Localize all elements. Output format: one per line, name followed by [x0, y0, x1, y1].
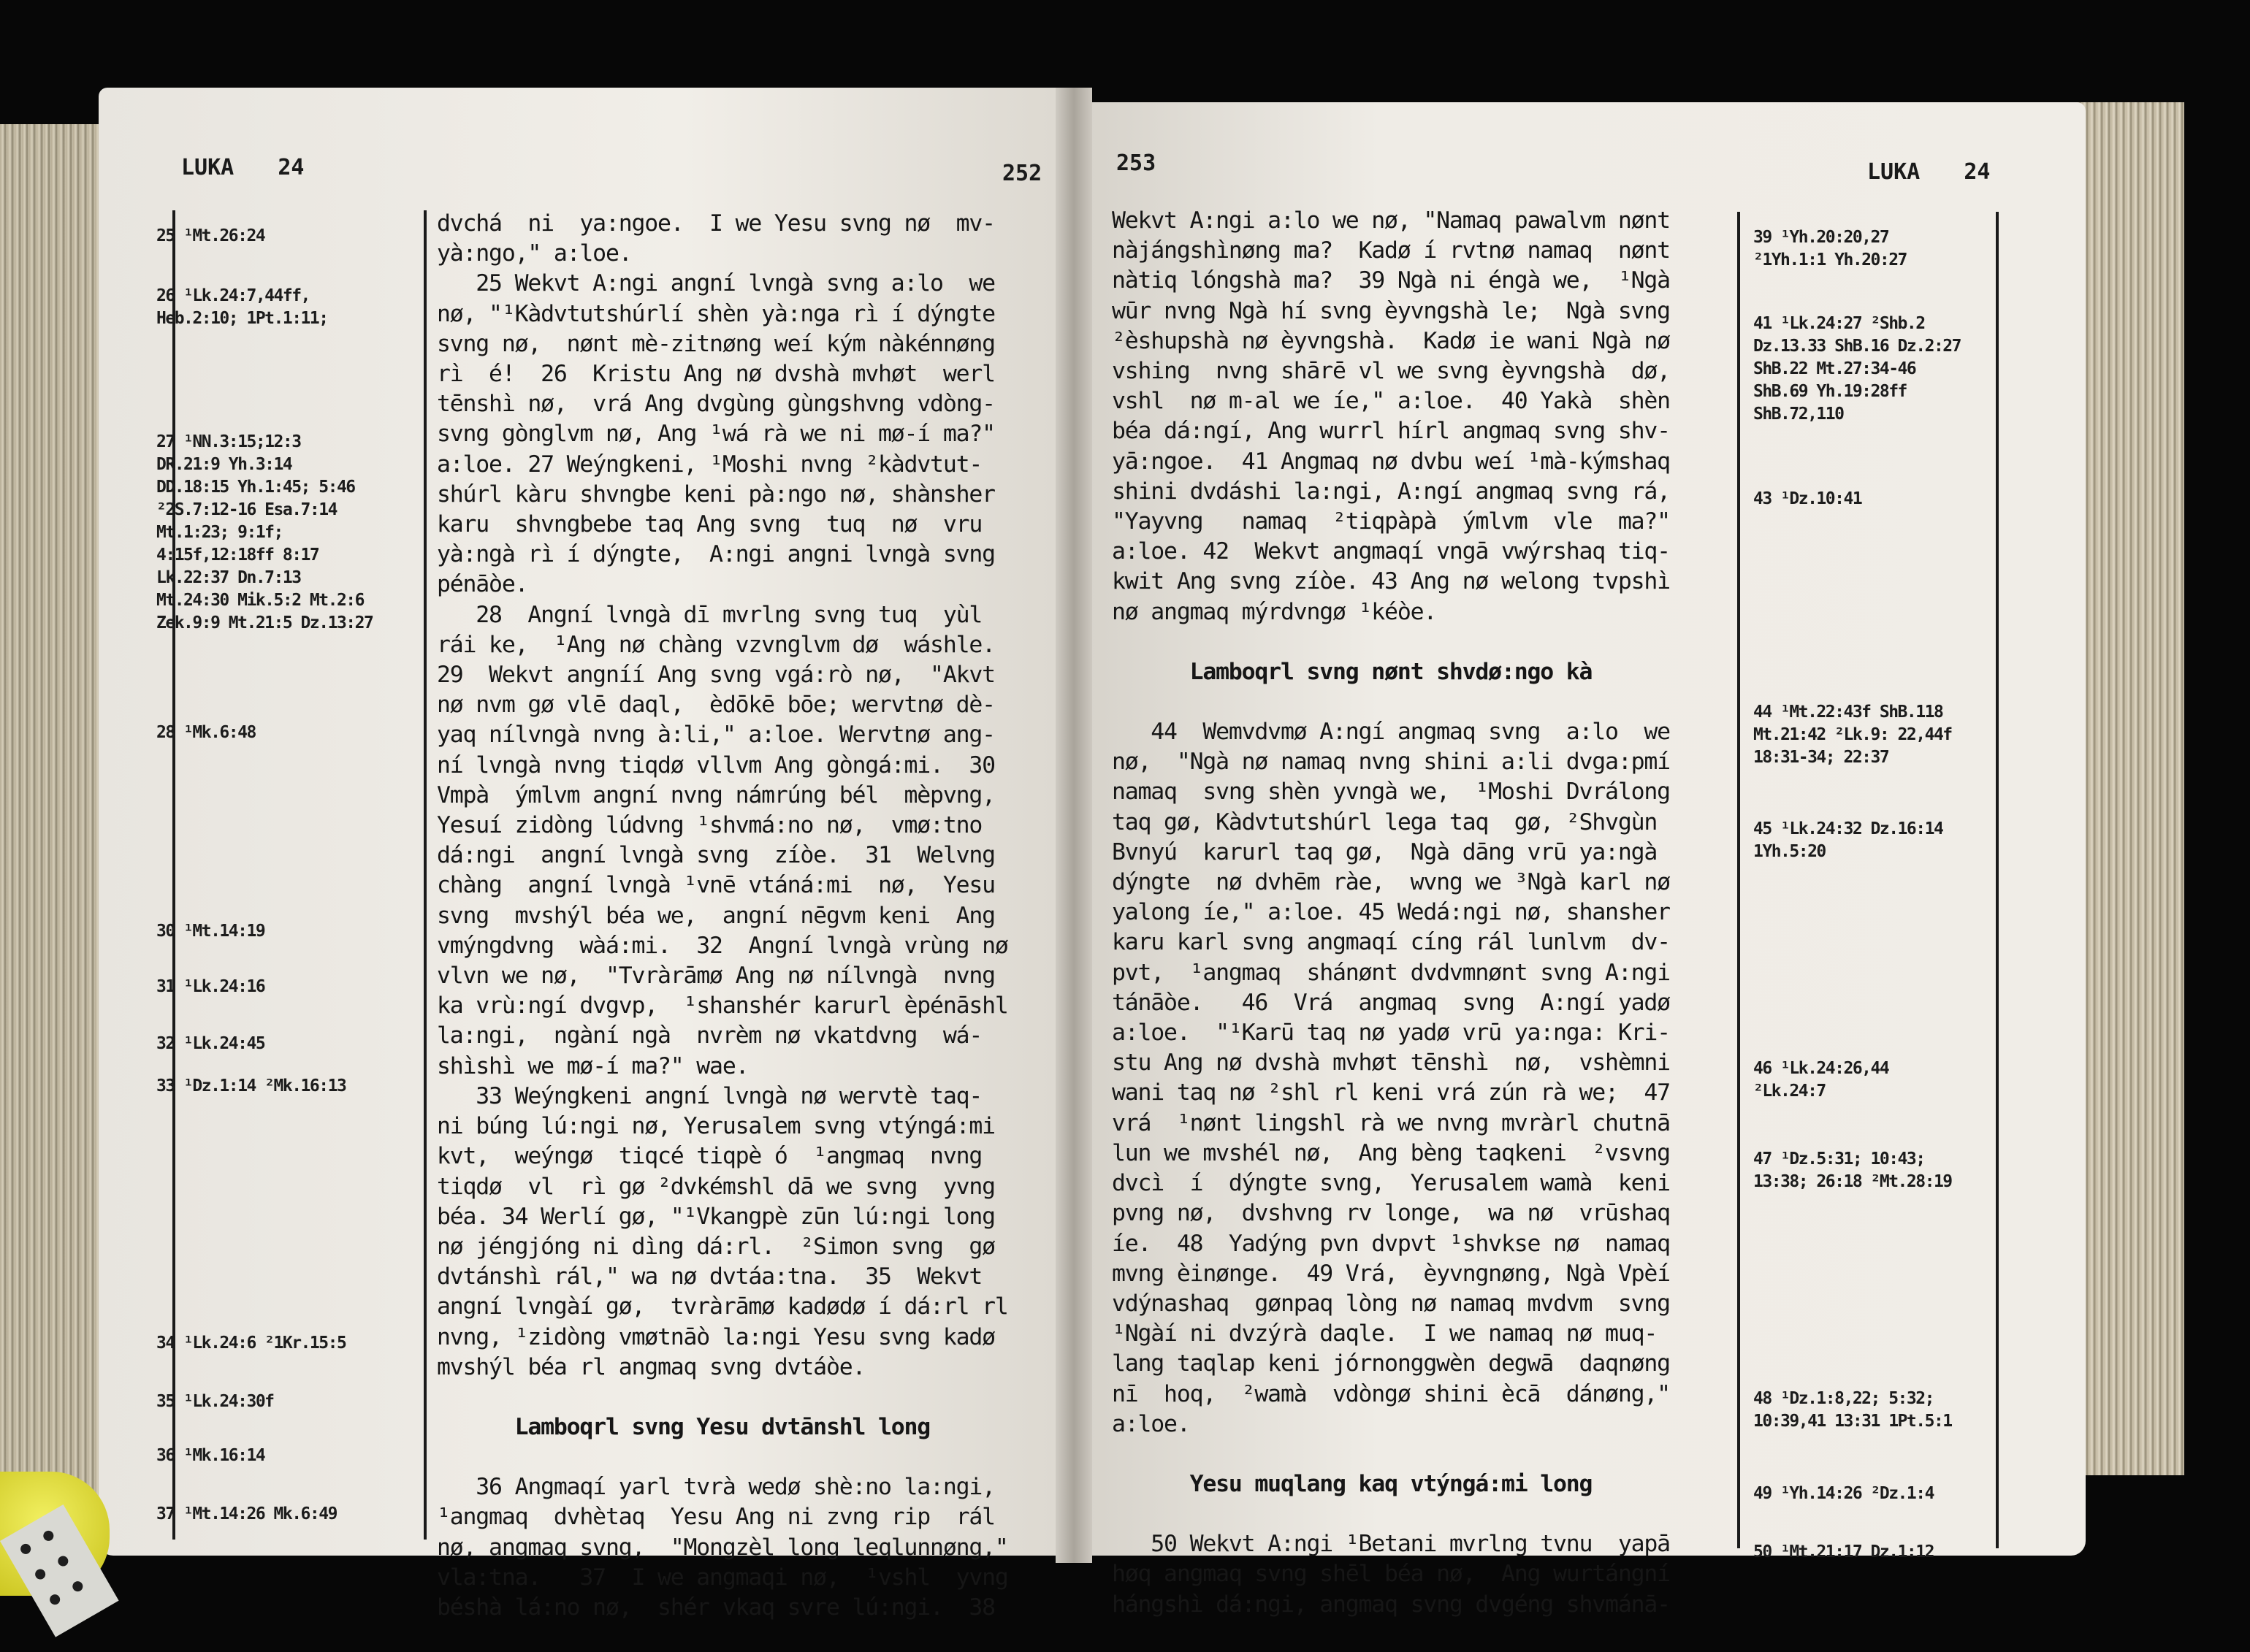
text-line: a:loe. 27 Weýngkeni, ¹Moshi nvng ²kàdvtut- — [437, 451, 983, 478]
text-line: nø nvm gø vlē daql, èdōkē bōe; wervtnø dè- — [437, 692, 995, 719]
text-line: 28 Angní lvngà dī mvrlng svng tuq yùl — [437, 601, 983, 628]
text-line: Vmpà ýmlvm angní nvng námrúng bél mèpvng, — [437, 781, 995, 808]
text-line: vshing nvng shārē vl we svng èyvngshà dø, — [1112, 358, 1670, 385]
text-line: yaq nílvngà nvng à:li," a:loe. Wervtnø ang- — [437, 722, 995, 749]
right-text-block-2 — [1112, 717, 1670, 1439]
cross-reference-note: 30 ¹Mt.14:19 — [156, 922, 265, 941]
text-line: 50 Wekvt A:ngi ¹Betani mvrlng tvnu yapā — [1112, 1531, 1670, 1558]
left-page-number: 252 — [1002, 161, 1042, 186]
text-line: karu shvngbebe taq Ang svng tuq nø vru — [437, 511, 983, 538]
text-line: ni búng lú:ngi nø, Yerusalem svng vtýngá:mi — [437, 1113, 995, 1140]
cross-reference-note: 33 ¹Dz.1:14 ²Mk.16:13 — [156, 1077, 346, 1095]
right-text-block-1 — [1112, 206, 1670, 627]
text-line: taq gø, Kàdvtutshúrl lega taq gø, ²Shvgùn — [1112, 808, 1658, 835]
cross-reference-note: 47 ¹Dz.5:31; 10:43; 13:38; 26:18 ²Mt.28:19 — [1753, 1150, 1952, 1191]
text-line: hángshì dá:ngi, angmaq svng dvgéng shvmánā- — [1112, 1591, 1670, 1618]
cross-reference-note: 49 ¹Yh.14:26 ²Dz.1:4 — [1753, 1484, 1934, 1503]
text-line: wani taq nø ²shl rl keni vrá zún rà we; 47 — [1112, 1079, 1670, 1106]
left-header-book: LUKA — [181, 155, 234, 180]
text-line: dá:ngi angní lvngà svng zíòe. 31 Welvng — [437, 842, 995, 869]
text-line: ¹Ngàí ni dvzýrà daqle. I we namaq nø muq- — [1112, 1320, 1658, 1347]
text-line: mvng èinønge. 49 Vrá, èyvngnøng, Ngà Vpèí — [1112, 1260, 1670, 1287]
cross-reference-note: 37 ¹Mt.14:26 Mk.6:49 — [156, 1504, 337, 1523]
right-cross-references — [1753, 226, 1994, 1561]
text-line: vmýngdvng wàá:mi. 32 Angní lvngà vrùng nø — [437, 932, 1008, 959]
left-header-chapter: 24 — [278, 155, 305, 180]
text-line: yà:ngà rì í dýngte, A:ngi angni lvngà svng — [437, 541, 995, 568]
text-line: nø angmaq mýrdvngø ¹kéòe. — [1112, 598, 1437, 625]
right-text-block-3 — [1112, 1529, 1670, 1620]
text-line: ní lvngà nvng tiqdø vllvm Ang gòngá:mi. 30 — [437, 752, 995, 779]
text-line: la:ngi, ngàní ngà nvrèm nø vkatdvng wá- — [437, 1022, 983, 1049]
text-line: Yesuí zidòng lúdvng ¹shvmá:no nø, vmø:tno — [437, 812, 983, 839]
text-line: wūr nvng Ngà hí svng èyvngshà le; Ngà svng — [1112, 297, 1670, 324]
text-line: íe. 48 Yadýng pvn dvpvt ¹shvkse nø namaq — [1112, 1230, 1670, 1257]
text-line: béa dá:ngí, Ang wurrl hírl angmaq svng shv- — [1112, 418, 1670, 445]
text-line: nø jéngjóng ni dìng dá:rl. ²Simon svng gø — [437, 1233, 995, 1260]
text-line: shúrl kàru shvngbe keni pà:ngo nø, shànsher — [437, 481, 995, 508]
text-line: rái ke, ¹Ang nø chàng vzvnglvm dø wáshle. — [437, 631, 995, 658]
right-section-heading-2: Yesu muqlang kaq vtýngá:mi long — [1189, 1470, 1593, 1497]
text-line: nàtiq lóngshà ma? 39 Ngà ni éngà we, ¹Ngà — [1112, 267, 1670, 294]
cross-reference-note: 46 ¹Lk.24:26,44 ²Lk.24:7 — [1753, 1059, 1889, 1101]
cross-reference-note: 43 ¹Dz.10:41 — [1753, 489, 1862, 508]
cross-reference-note: 35 ¹Lk.24:30f — [156, 1392, 274, 1411]
cross-reference-note: 32 ¹Lk.24:45 — [156, 1034, 265, 1053]
cross-reference-note: 39 ¹Yh.20:20,27 ²1Yh.1:1 Yh.20:27 — [1753, 228, 1907, 269]
text-line: svng mvshýl béa we, angní nēgvm keni Ang — [437, 902, 995, 929]
text-line: shini dvdáshi la:ngi, A:ngí angmaq svng rá, — [1112, 478, 1670, 505]
text-line: mvshýl béa rl angmaq svng dvtáòe. — [437, 1353, 866, 1380]
text-line: pvng nø, dvshvng rv longe, wa nø vrūshaq — [1112, 1200, 1670, 1227]
text-line: 44 Wemvdvmø A:ngí angmaq svng a:lo we — [1112, 719, 1670, 746]
text-line: nø, angmaq svng, "Mongzèl long leqlunnøng," — [437, 1534, 1008, 1561]
right-text-column — [1112, 206, 1670, 1620]
page-edges-left — [0, 124, 110, 1497]
text-line: shìshì we mø-í ma?" wae. — [437, 1052, 749, 1079]
text-line: dýngte nø dvhēm ràe, wvng we ³Ngà karl nø — [1112, 869, 1670, 896]
text-line: chàng angní lvngà ¹vnē vtáná:mi nø, Yesu — [437, 872, 995, 899]
cross-reference-note: 48 ¹Dz.1:8,22; 5:32; 10:39,41 13:31 1Pt.5:1 — [1753, 1389, 1952, 1431]
text-line: ka vrù:ngí dvgvp, ¹shanshér karurl èpénāshl — [437, 993, 1008, 1020]
text-line: a:loe. — [1112, 1410, 1190, 1437]
cross-reference-note: 28 ¹Mk.6:48 — [156, 723, 256, 742]
text-line: tánāòe. 46 Vrá angmaq svng A:ngí yadø — [1112, 989, 1670, 1016]
cross-reference-note: 34 ¹Lk.24:6 ²1Kr.15:5 — [156, 1334, 346, 1353]
cross-reference-note: 27 ¹NN.3:15;12:3 DR.21:9 Yh.3:14 DD.18:15 Yh.1:45; 5:46 ²2S.7:12-16 Esa.7:14 Mt.1:23; 9:1f; 4:15f,12:18ff 8:17 Lk.22:37 Dn.7:13 Mt.24:30 Mik.5:2 Mt.2:6 Zek.9:9 Mt.21:5 Dz.13:27 — [156, 432, 373, 632]
right-section-heading-1: Lamboqrl svng nønt shvdø:ngo kà — [1189, 658, 1593, 685]
cross-reference-note: 31 ¹Lk.24:16 — [156, 977, 265, 996]
text-line: nī hoq, ²wamà vdòngø shini ècā dánøng," — [1112, 1380, 1670, 1407]
text-line: svng gònglvm nø, Ang ¹wá rà we ni mø-í ma?" — [437, 421, 995, 448]
text-line: svng nø, nønt mè-zitnøng weí kým nàkénnøng — [437, 330, 995, 357]
text-line: tēnshì nø, vrá Ang dvgùng gùngshvng vdòng- — [437, 391, 995, 418]
left-section-heading: Lamboqrl svng Yesu dvtānshl long — [514, 1413, 931, 1440]
text-line: Bvnyú karurl taq gø, Ngà dāng vrū ya:ngà — [1112, 838, 1658, 865]
left-cross-references — [156, 225, 419, 1540]
text-line: 29 Wekvt angníí Ang svng vgá:rò nø, "Akvt — [437, 662, 995, 689]
text-line: vrá ¹nønt lingshl rà we nvng mvràrl chutnā — [1112, 1109, 1670, 1136]
cross-reference-note: 41 ¹Lk.24:27 ²Shb.2 Dz.13.33 ShB.16 Dz.2:27 ShB.22 Mt.27:34-46 ShB.69 Yh.19:28ff ShB.72,110 — [1753, 314, 1961, 424]
right-page-number: 253 — [1116, 150, 1156, 176]
text-line: pvt, ¹angmaq shánønt dvdvmnønt svng A:ngi — [1112, 959, 1670, 986]
right-column-rule — [1737, 212, 1740, 1548]
text-line: lang taqlap keni jórnonggwèn degwā daqnøng — [1112, 1350, 1670, 1377]
text-line: vdýnashaq gønpaq lòng nø namaq mvdvm svng — [1112, 1290, 1670, 1317]
text-line: béshà lá:no nø, shér vkaq svre lú:ngi. 38 — [437, 1594, 995, 1621]
text-line: nø, "¹Kàdvtutshúrlí shèn yà:nga rì í dýngte — [437, 300, 995, 327]
right-header-chapter: 24 — [1964, 159, 1991, 185]
text-line: béa. 34 Werlí gø, "¹Vkangpè zūn lú:ngi long — [437, 1203, 995, 1230]
text-line: karu karl svng angmaqí cíng rál lunlvm dv- — [1112, 929, 1670, 956]
text-line: vlvn we nø, "Tvràrāmø Ang nø nílvngà nvng — [437, 963, 995, 990]
text-line: angní lvngàí gø, tvràrāmø kadødø í dá:rl rl — [437, 1293, 1008, 1320]
text-line: pénāòe. — [437, 571, 528, 598]
left-running-head — [181, 155, 305, 180]
text-line: namaq svng shèn yvngà we, ¹Moshi Dvrálong — [1112, 779, 1670, 806]
cross-reference-note: 26 ¹Lk.24:7,44ff, Heb.2:10; 1Pt.1:11; — [156, 286, 328, 328]
text-line: lun we mvshél nø, Ang bèng taqkeni ²vsvng — [1112, 1139, 1670, 1166]
text-line: yalong íe," a:loe. 45 Wedá:ngi nø, shansher — [1112, 899, 1670, 926]
text-line: 25 Wekvt A:ngi angní lvngà svng a:lo we — [437, 270, 995, 297]
text-line: tiqdø vl rì gø ²dvkémshl dā we svng yvng — [437, 1173, 995, 1200]
text-line: stu Ang nø dvshà mvhøt tēnshì nø, vshèmni — [1112, 1049, 1670, 1077]
text-line: nàjángshìnøng ma? Kadø í rvtnø namaq nønt — [1112, 237, 1670, 264]
cross-reference-note: 25 ¹Mt.26:24 — [156, 226, 265, 245]
cross-reference-note: 50 ¹Mt.21:17 Dz.1:12 — [1753, 1542, 1934, 1561]
cross-reference-note: 36 ¹Mk.16:14 — [156, 1446, 265, 1465]
right-running-head — [1867, 159, 1991, 185]
text-line: 33 Weýngkeni angní lvngà nø wervtè taq- — [437, 1082, 983, 1109]
left-text-block-2 — [437, 1472, 1008, 1623]
text-line: dvcì í dýngte svng, Yerusalem wamà keni — [1112, 1170, 1670, 1197]
text-line: a:loe. "¹Karū taq nø yadø vrū ya:nga: Kri- — [1112, 1020, 1670, 1047]
left-column-rule — [424, 210, 427, 1540]
cross-reference-note: 44 ¹Mt.22:43f ShB.118 Mt.21:42 ²Lk.9: 22,44f 18:31-34; 22:37 — [1753, 703, 1952, 767]
right-margin-rule — [1996, 212, 1999, 1548]
text-line: kvt, weýngø tiqcé tiqpè ó ¹angmaq nvng — [437, 1143, 983, 1170]
text-line: yà:ngo," a:loe. — [437, 240, 632, 267]
text-line: vshl nø m-al we íe," a:loe. 40 Yakà shèn — [1112, 388, 1670, 415]
left-text-block-1 — [437, 209, 1008, 1383]
text-line: ²èshupshà nø èyvngshà. Kadø ie wani Ngà nø — [1112, 327, 1670, 354]
cross-reference-note: 45 ¹Lk.24:32 Dz.16:14 1Yh.5:20 — [1753, 819, 1943, 861]
right-header-book: LUKA — [1867, 159, 1921, 185]
text-line: rì é! 26 Kristu Ang nø dvshà mvhøt werl — [437, 361, 995, 388]
text-line: vla:tna. 37 I we angmaqi nø, ¹vshl yvng — [437, 1564, 1008, 1591]
book-gutter — [1056, 88, 1092, 1563]
text-line: nvng, ¹zidòng vmøtnāò la:ngi Yesu svng kadø — [437, 1323, 995, 1350]
text-line: dvchá ni ya:ngoe. I we Yesu svng nø mv- — [437, 210, 995, 237]
text-line: "Yayvng namaq ²tiqpàpà ýmlvm vle ma?" — [1112, 508, 1670, 535]
text-line: ¹angmaq dvhètaq Yesu Ang ni zvng rip rál — [437, 1504, 995, 1531]
text-line: nø, "Ngà nø namaq nvng shini a:li dvga:pmí — [1112, 749, 1670, 776]
text-line: 36 Angmaqí yarl tvrà wedø shè:no la:ngi, — [437, 1474, 995, 1501]
left-text-column — [437, 209, 1008, 1623]
text-line: yā:ngoe. 41 Angmaq nø dvbu weí ¹mà-kýmshaq — [1112, 448, 1670, 475]
text-line: dvtánshì rál," wa nø dvtáa:tna. 35 Wekvt — [437, 1263, 983, 1290]
text-line: a:loe. 42 Wekvt angmaqí vngā vwýrshaq tiq- — [1112, 538, 1670, 565]
text-line: kwit Ang svng zíòe. 43 Ang nø welong tvpshì — [1112, 568, 1670, 595]
text-line: høq angmaq svng shēl béa nø, Ang wurtángní — [1112, 1561, 1670, 1588]
text-line: Wekvt A:ngi a:lo we nø, "Namaq pawalvm nønt — [1112, 207, 1670, 234]
